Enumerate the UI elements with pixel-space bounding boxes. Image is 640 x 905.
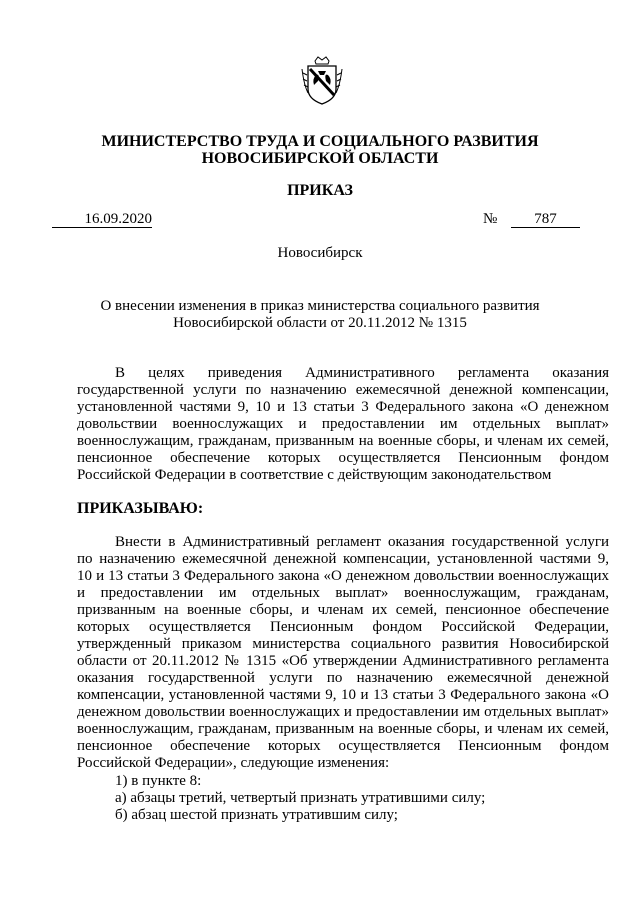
preamble-line: Российской Федерации в соответствие с действующим законодательством: [77, 467, 552, 483]
preamble-line: В целях приведения Административного регламента оказания: [115, 365, 609, 381]
body-line: и предоставлении им отдельных выплат» военнослужащим, гражданам,: [77, 585, 609, 601]
subject-line1: О внесении изменения в приказ министерства социального развития: [100, 298, 540, 314]
body-line: компенсации, установленной частями 9, 10 и 13 статьи 3 Федерального закона «О: [77, 687, 609, 703]
ministry-name-line1: МИНИСТЕРСТВО ТРУДА И СОЦИАЛЬНОГО РАЗВИТИЯ: [101, 133, 539, 150]
item-line: б) абзац шестой признать утратившим силу;: [115, 807, 398, 823]
subject-line2: Новосибирской области от 20.11.2012 № 1315: [173, 315, 467, 331]
item-line: 1) в пункте 8:: [115, 773, 202, 789]
preamble-line: установленной частями 9, 10 и 13 статьи 3 Федерального закона «О денежном: [77, 399, 609, 415]
body-line: Российской Федерации», следующие изменения:: [77, 755, 390, 771]
city: Новосибирск: [277, 245, 363, 261]
body-line: по назначению ежемесячной денежной компенсации, установленной частями 9,: [77, 551, 609, 567]
body-line: денежном довольствии военнослужащих и предоставлении им отдельных выплат»: [77, 704, 609, 720]
body-line: 10 и 13 статьи 3 Федерального закона «О денежном довольствии военнослужащих: [77, 568, 609, 584]
item-line: а) абзацы третий, четвертый признать утратившими силу;: [115, 790, 486, 806]
order-subject: [0, 298, 640, 332]
order-number: 787: [511, 211, 580, 228]
ministry-name: [0, 133, 640, 167]
preamble-line: довольствии военнослужащих и предоставлении им отдельных выплат»: [77, 416, 609, 432]
body-line: военнослужащим, гражданам, призванным на военные сборы, и членам их семей,: [77, 721, 609, 737]
body-line: утвержденный приказом министерства социального развития Новосибирской: [77, 636, 609, 652]
order-directive: ПРИКАЗЫВАЮ:: [77, 500, 204, 517]
body-line: оказания государственной услуги по назначению ежемесячной денежной: [77, 670, 609, 686]
preamble-line: пенсионное обеспечение которых осуществляется Пенсионным фондом: [77, 450, 609, 466]
ministry-name-line2: НОВОСИБИРСКОЙ ОБЛАСТИ: [201, 150, 439, 167]
body-line: пенсионное обеспечение которых осуществляется Пенсионным фондом: [77, 738, 609, 754]
order-date: 16.09.2020: [52, 211, 152, 228]
body-line: призванным на военные сборы, и членам их семей, пенсионное обеспечение: [77, 602, 609, 618]
coat-of-arms-icon: [300, 55, 344, 107]
body-line: области от 20.11.2012 № 1315 «Об утверждении Административного регламента: [77, 653, 609, 669]
body-line: Внести в Административный регламент оказания государственной услуги: [115, 534, 609, 550]
preamble-line: военнослужащим, гражданам, призванным на военные сборы, и членам их семей,: [77, 433, 609, 449]
preamble-line: государственной услуги по назначению ежемесячной денежной компенсации,: [77, 382, 609, 398]
number-sign: №: [483, 211, 498, 227]
document-type: ПРИКАЗ: [287, 182, 353, 199]
body-line: которых осуществляется Пенсионным фондом Российской Федерации,: [77, 619, 609, 635]
